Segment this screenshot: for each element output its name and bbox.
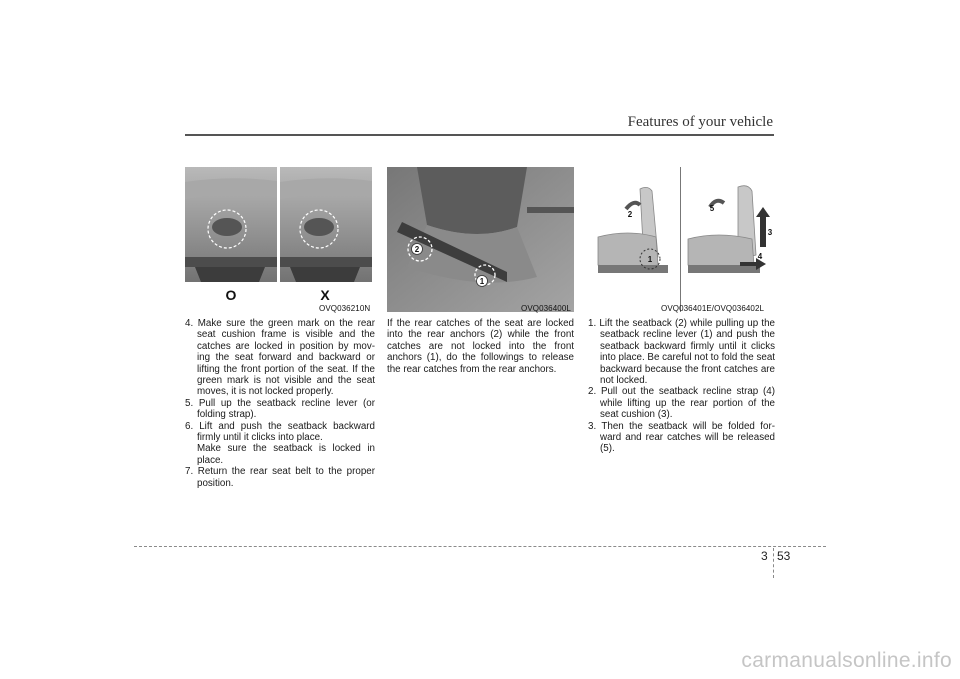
watermark: carmanualsonline.info <box>741 649 952 672</box>
footer-rule <box>134 546 826 547</box>
paragraph: If the rear catches of the seat are locked into the rear anchors (2) while the front catches are not locked into the front anchors (1), do the followings to release the rear catches from the rear anchors. <box>387 318 574 375</box>
page-number: 53 <box>777 549 791 563</box>
figure-code: OVQ036400L <box>521 304 571 313</box>
step-item: 5. Pull up the seatback recline lever (or folding strap). <box>185 397 375 421</box>
callout-3: 3 <box>767 228 773 237</box>
not-ok-mark: X <box>320 287 330 303</box>
step-note: Make sure the seatback is locked in place. <box>197 443 375 466</box>
step-item: 3. Then the seatback will be folded for-ward and rear catches will be released (5). <box>588 420 775 455</box>
callout-2: 2 <box>627 210 633 219</box>
column-right <box>588 318 775 455</box>
column-left <box>185 318 375 489</box>
step-item: 7. Return the rear seat belt to the proper position. <box>185 466 375 489</box>
figure-seat-mark-check <box>185 167 372 312</box>
callout-5: 5 <box>709 204 715 213</box>
column-middle <box>387 318 574 375</box>
step-item: 6. Lift and push the seatback backward firmly until it clicks into place. <box>185 420 375 444</box>
callout-1: 1 <box>647 255 653 264</box>
step-item: 1. Lift the seatback (2) while pulling up the seatback recline lever (1) and push the seatback backward firmly until it clicks into place. Be careful not to fold the seat backward because the front catches are not locked. <box>588 318 775 387</box>
page-header-title: Features of your vehicle <box>627 114 773 130</box>
section-number: 3 <box>761 549 768 563</box>
figure-code: OVQ036401E/OVQ036402L <box>661 304 765 313</box>
step-item: 2. Pull out the seatback recline strap (4) while lifting up the rear portion of the seat cushion (3). <box>588 386 775 421</box>
ok-mark: O <box>225 287 237 303</box>
callout-4: 4 <box>757 252 763 261</box>
figure-code: OVQ036210N <box>319 304 371 313</box>
header-rule <box>185 134 774 136</box>
figure-rear-anchors <box>387 167 574 312</box>
figure-seatback-release <box>588 167 775 312</box>
callout-2: 2 <box>414 245 420 254</box>
step-item: 4. Make sure the green mark on the rear seat cushion frame is visible and the catches are locked in position by mov-ing the seat forward and backward or lifting the front portion of the seat. If the green mark is not visible and the seat moves, it is not locked properly. <box>185 318 375 398</box>
page-number-divider <box>773 548 774 578</box>
callout-1: 1 <box>479 277 485 286</box>
